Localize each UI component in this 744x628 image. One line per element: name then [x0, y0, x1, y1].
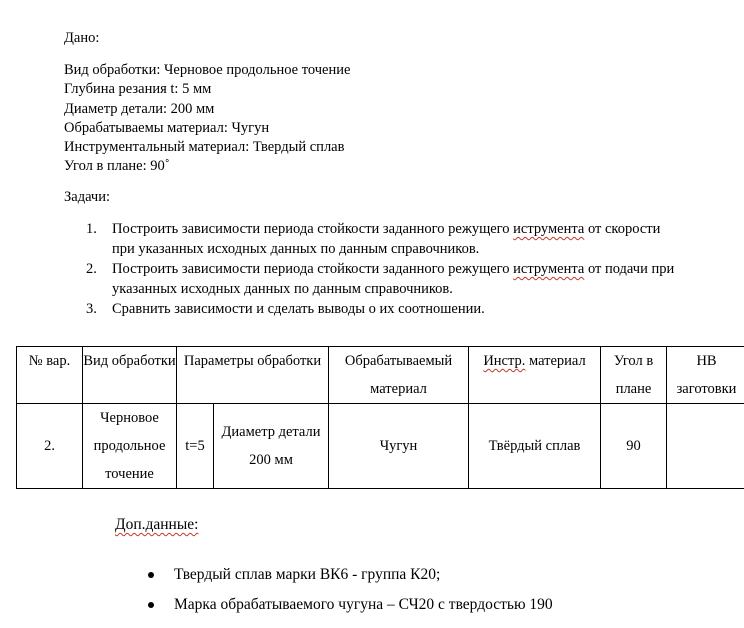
tasks-list [86, 219, 686, 319]
header-plan-angle: Угол в плане [601, 347, 667, 404]
task-text: Построить зависимости периода стойкости заданного режущего [112, 221, 514, 237]
header-processing-type: Вид обработки [83, 347, 177, 404]
header-processing-params: Параметры обработки [177, 347, 329, 404]
header-tool-text: материал [525, 353, 586, 369]
given-line: Глубина резания t: 5 мм [64, 81, 212, 98]
cell-depth: t=5 [177, 404, 214, 489]
cell-material: Чугун [329, 404, 469, 489]
list-item-text: Твердый сплав марки ВК6 - группа К20; [174, 566, 441, 583]
cell-hb [667, 404, 744, 489]
cell-angle: 90 [601, 404, 667, 489]
spellcheck-word[interactable]: Инстр. [483, 353, 526, 369]
list-item [148, 560, 553, 590]
task-item [86, 299, 686, 319]
given-heading: Дано: [64, 30, 100, 46]
bullet-icon [148, 602, 154, 608]
tasks-heading: Задачи: [64, 189, 111, 205]
cell-processing-type: Черновое продольное точение [83, 404, 177, 489]
cell-variant: 2. [17, 404, 83, 489]
extra-data-list [148, 560, 553, 620]
parameters-table [16, 346, 744, 489]
spellcheck-word[interactable]: иструмента [513, 221, 585, 237]
given-line: Обрабатываемы материал: Чугун [64, 119, 270, 136]
list-item [148, 590, 553, 620]
given-block [64, 61, 350, 177]
table-header-row [17, 347, 744, 404]
task-item [86, 219, 686, 259]
extra-data-heading [115, 516, 198, 534]
list-item-text: Марка обрабатываемого чугуна – СЧ20 с твердостью 190 [174, 596, 553, 613]
header-workpiece-material: Обрабатываемый материал [329, 347, 469, 404]
given-line: Вид обработки: Черновое продольное точение [64, 62, 351, 78]
cell-tool: Твёрдый сплав [469, 404, 601, 489]
given-line: Угол в плане: 90˚ [64, 158, 170, 175]
task-number: 1. [86, 221, 97, 237]
bullet-icon [148, 572, 154, 578]
spellcheck-word[interactable]: Доп.данные: [115, 516, 199, 533]
given-line: Диаметр детали: 200 мм [64, 100, 215, 117]
header-variant: № вар. [17, 347, 83, 404]
table-row [17, 404, 744, 489]
task-number: 3. [86, 301, 97, 317]
task-text: Сравнить зависимости и сделать выводы о их соотношении. [112, 301, 485, 317]
header-tool-material [469, 347, 601, 404]
header-hb: НВ заготовки [667, 347, 744, 404]
task-number: 2. [86, 261, 97, 277]
task-item [86, 259, 686, 299]
task-text: от скорости при указанных исходных данных по данным справочников. [112, 221, 661, 257]
task-text: Построить зависимости периода стойкости заданного режущего [112, 261, 514, 277]
spellcheck-word[interactable]: иструмента [513, 261, 585, 277]
task-text: от подачи при указанных исходных данных по данным справочников. [112, 261, 675, 297]
cell-diameter: Диаметр детали 200 мм [214, 404, 329, 489]
given-line: Инструментальный материал: Твердый сплав [64, 139, 345, 156]
